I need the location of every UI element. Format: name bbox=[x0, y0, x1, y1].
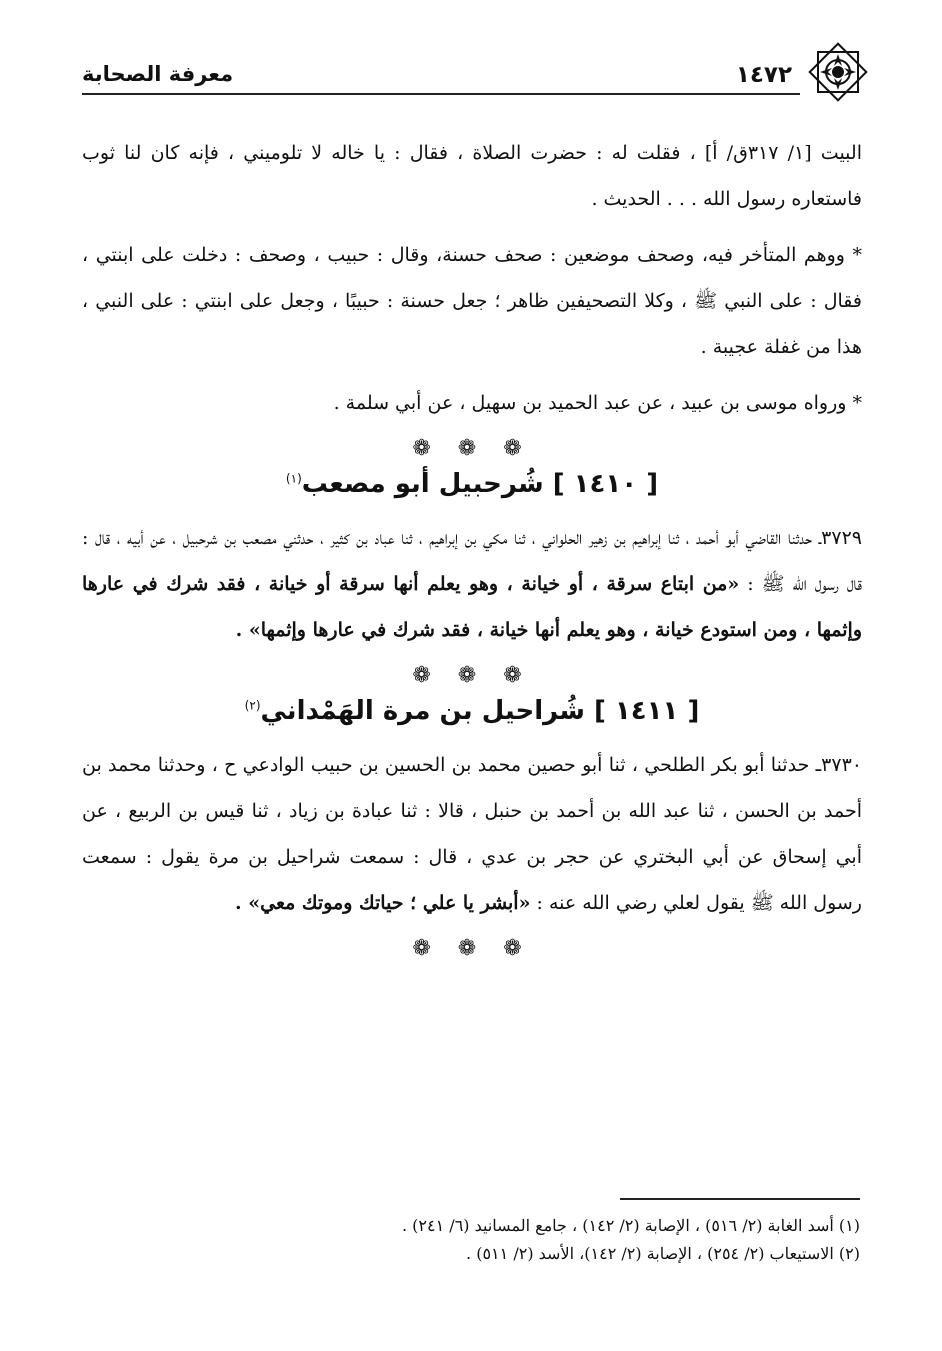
octagram-ornament-icon bbox=[806, 40, 870, 104]
entry-heading bbox=[82, 469, 862, 499]
footnote: (٢) الاستيعاب (٢/ ٢٥٤) ، الإصابة (٢/ ١٤٢)، الأسد (٢/ ٥١١) . bbox=[466, 1244, 860, 1263]
paragraph-riwaya: * ورواه موسى بن عبيد ، عن عبد الحميد بن سهيل ، عن أبي سلمة . bbox=[333, 392, 862, 414]
footnote: (١) أسد الغابة (٢/ ٥١٦) ، الإصابة (٢/ ١٤٢) ، جامع المسانيد (٦/ ٢٤١) . bbox=[402, 1216, 860, 1235]
isnad-text: ٣٧٣٠ـ حدثنا أبو بكر الطلحي ، ثنا أبو حصين محمد بن الحسين بن حبيب الوادعي ح ، وحدثنا محمد بن أحمد بن الحسن ، ثنا عبد الله بن أحمد بن حنبل ، قالا : ثنا عبادة بن زياد ، ثنا قيس بن الربيع ، عن أبي إسحاق عن أبي البختري عن حجر بن عدي ، قال : سمعت شراحيل بن مرة يقول : سمعت رسول الله ﷺ يقول لعلي رضي الله عنه : bbox=[82, 754, 862, 914]
entry-title: [ ١٤١٠ ] شُرحبيل أبو مصعب bbox=[301, 469, 659, 499]
footnote-rule bbox=[620, 1198, 860, 1200]
page-body bbox=[82, 130, 862, 969]
running-title: معرفة الصحابة bbox=[82, 62, 234, 86]
entry-title: [ ١٤١١ ] شُراحيل بن مرة الهَمْداني bbox=[260, 696, 700, 726]
page-number: ١٤٧٢ bbox=[735, 62, 792, 88]
hadith-text: «أبشر يا علي ؛ حياتك وموتك معي» . bbox=[235, 892, 531, 914]
hadith-paragraph bbox=[82, 742, 862, 926]
isnad-text: ٣٧٢٩ـ حدثنا القاضي أبو أحمد ، ثنا إبراهيم بن زهير الحلواني ، ثنا مكي بن إبراهيم ، ثنا عباد بن كثير ، حدثني مصعب بن شرحبيل ، عن أبيه ، قال : قال رسول الله ﷺ : bbox=[82, 527, 862, 595]
footnotes bbox=[80, 1198, 860, 1268]
hadith-text: «من ابتاع سرقة ، أو خيانة ، وهو يعلم أنها سرقة أو خيانة ، فقد شرك في عارها وإثمها ، ومن استودع خيانة ، وهو يعلم أنها خيانة ، فقد شرك في عارها وإثمها» . bbox=[82, 573, 862, 641]
hadith-paragraph bbox=[82, 515, 862, 653]
section-separator: ❁ ❁ ❁ bbox=[412, 436, 532, 461]
section-separator: ❁ ❁ ❁ bbox=[412, 663, 532, 688]
paragraph-continuation: البيت [١/ ٣١٧ق/ أ] ، فقلت له : حضرت الصلاة ، فقال : يا خاله لا تلوميني ، فإنه كان لنا ثوب فاستعاره رسول الله . . . الحديث . bbox=[82, 142, 862, 210]
section-separator: ❁ ❁ ❁ bbox=[412, 936, 532, 961]
paragraph-note: * ووهم المتأخر فيه، وصحف موضعين : صحف حسنة، وقال : حبيب ، وصحف : دخلت على ابنتي ، فقال : على النبي ﷺ ، وكلا التصحيفين ظاهر ؛ جعل حسنة : حبيبًا ، وجعل على ابنتي : على النبي ، هذا من غفلة عجيبة . bbox=[82, 244, 862, 358]
entry-heading bbox=[82, 696, 862, 726]
page-header bbox=[82, 40, 862, 104]
footnote-marker: (٢) bbox=[244, 698, 261, 713]
header-rule bbox=[82, 93, 800, 95]
footnote-marker: (١) bbox=[285, 471, 302, 486]
